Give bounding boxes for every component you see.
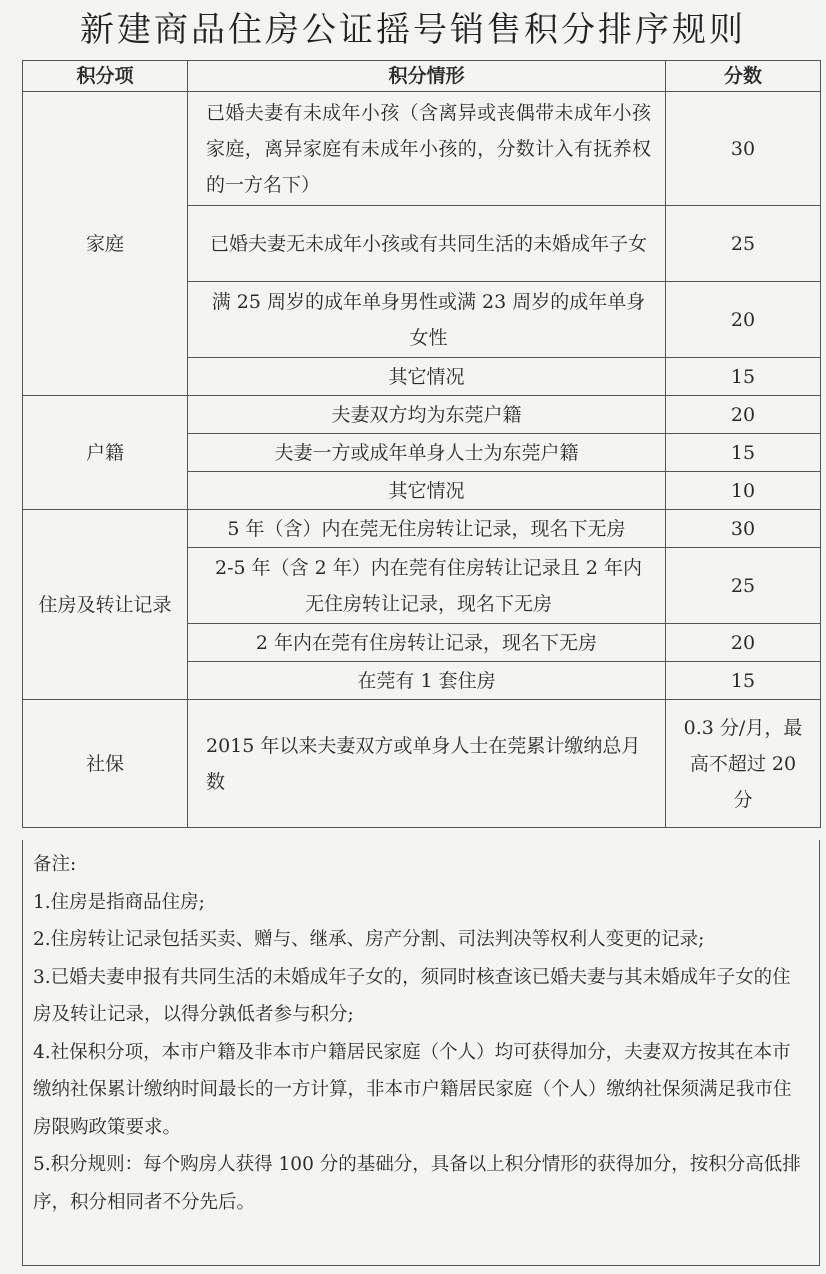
note-item: 2.住房转让记录包括买卖、赠与、继承、房产分割、司法判决等权利人变更的记录; — [33, 929, 705, 950]
score-cell: 20 — [666, 282, 821, 358]
situation-cell: 2-5 年（含 2 年）内在莞有住房转让记录且 2 年内无住房转让记录，现名下无房 — [188, 548, 666, 624]
score-cell: 25 — [666, 206, 821, 282]
table-row — [23, 396, 821, 434]
score-cell: 30 — [666, 510, 821, 548]
category-hukou: 户籍 — [23, 396, 188, 510]
header-category: 积分项 — [23, 61, 188, 92]
situation-cell: 满 25 周岁的成年单身男性或满 23 周岁的成年单身女性 — [188, 282, 666, 358]
situation-cell: 夫妻双方均为东莞户籍 — [188, 396, 666, 434]
document-title: 新建商品住房公证摇号销售积分排序规则 — [80, 10, 746, 50]
notes-heading: 备注: — [33, 854, 77, 875]
score-cell: 15 — [666, 434, 821, 472]
score-cell: 15 — [666, 662, 821, 700]
score-cell: 10 — [666, 472, 821, 510]
situation-cell: 已婚夫妻无未成年小孩或有共同生活的未婚成年子女 — [188, 206, 666, 282]
score-cell: 0.3 分/月，最高不超过 20 分 — [666, 700, 821, 828]
note-item: 5.积分规则：每个购房人获得 100 分的基础分，具备以上积分情形的获得加分，按积分高低排序，积分相同者不分先后。 — [33, 1154, 801, 1213]
header-situation: 积分情形 — [188, 61, 666, 92]
note-item: 4.社保积分项，本市户籍及非本市户籍居民家庭（个人）均可获得加分，夫妻双方按其在本市缴纳社保累计缴纳时间最长的一方计算，非本市户籍居民家庭（个人）缴纳社保须满足我市住房限购政策要求。 — [33, 1041, 792, 1138]
notes-section — [22, 840, 820, 1266]
category-housing: 住房及转让记录 — [23, 510, 188, 700]
situation-cell: 其它情况 — [188, 358, 666, 396]
table-row — [23, 510, 821, 548]
score-cell: 25 — [666, 548, 821, 624]
situation-cell: 2 年内在莞有住房转让记录，现名下无房 — [188, 624, 666, 662]
situation-cell: 在莞有 1 套住房 — [188, 662, 666, 700]
table-row — [23, 700, 821, 828]
score-cell: 30 — [666, 92, 821, 206]
situation-cell: 2015 年以来夫妻双方或单身人士在莞累计缴纳总月数 — [188, 700, 666, 828]
header-score: 分数 — [666, 61, 821, 92]
score-cell: 20 — [666, 396, 821, 434]
scoring-rules-table — [22, 60, 821, 828]
category-social-security: 社保 — [23, 700, 188, 828]
score-cell: 20 — [666, 624, 821, 662]
note-item: 1.住房是指商品住房; — [33, 891, 205, 913]
table-row — [23, 92, 821, 206]
situation-cell: 已婚夫妻有未成年小孩（含离异或丧偶带未成年小孩家庭，离异家庭有未成年小孩的，分数计入有抚养权的一方名下） — [188, 92, 666, 206]
note-item: 3.已婚夫妻申报有共同生活的未婚成年子女的，须同时核查该已婚夫妻与其未婚成年子女的住房及转让记录，以得分孰低者参与积分; — [33, 966, 791, 1025]
category-family: 家庭 — [23, 92, 188, 396]
situation-cell: 5 年（含）内在莞无住房转让记录，现名下无房 — [188, 510, 666, 548]
situation-cell: 其它情况 — [188, 472, 666, 510]
table-header-row — [23, 61, 821, 92]
score-cell: 15 — [666, 358, 821, 396]
situation-cell: 夫妻一方或成年单身人士为东莞户籍 — [188, 434, 666, 472]
